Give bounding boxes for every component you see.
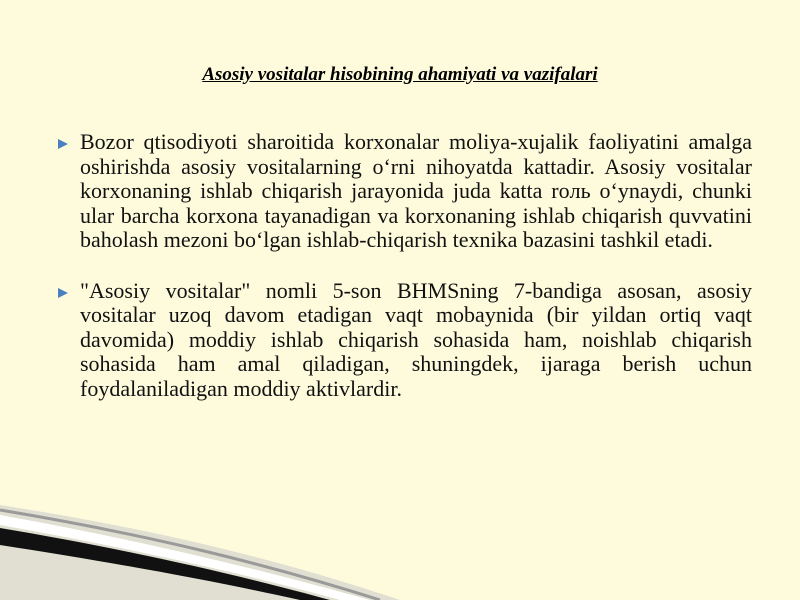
swoosh-white-band xyxy=(0,515,370,600)
swoosh-gray-edge xyxy=(0,510,380,600)
swoosh-dark-band xyxy=(0,528,330,600)
swoosh-gray-band xyxy=(0,505,400,600)
bullet-text: "Asosiy vositalar" nomli 5-son BHMSning 7-bandiga asosan, asosiy vositalar uzoq davom etadigan vaqt mobaynida (bir yildan ortiq vaqt davomida) moddiy ishlab chiqarish sohasida ham, noishlab chiqarish sohasida ham amal qiladigan, shuningdek, ijaraga berish uchun foydalaniladigan moddiy aktivlardir. xyxy=(80,277,752,401)
bullet-list xyxy=(58,130,752,427)
triangle-bullet-icon xyxy=(58,288,68,298)
triangle-bullet-icon xyxy=(58,139,68,149)
bullet-text: Bozor qtisodiyoti sharoitida korxonalar moliya-xujalik faoliyatini amalga oshirishda asosiy vositalarning o‘rni nihoyatda kattadir. Asosiy vositalar korxonaning ishlab chiqarish jarayonida juda katta roль o‘ynaydi, chunki ular barcha korxona tayanadigan va korxonaning ishlab chiqarish quvvatini baholash mezoni bo‘lgan ishlab-chiqarish texnika bazasini tashkil etadi. xyxy=(80,129,752,252)
bullet-item-1 xyxy=(58,130,752,253)
slide-title: Asosiy vositalar hisobining ahamiyati va vazifalari xyxy=(202,64,598,85)
bullet-item-2 xyxy=(58,279,752,402)
